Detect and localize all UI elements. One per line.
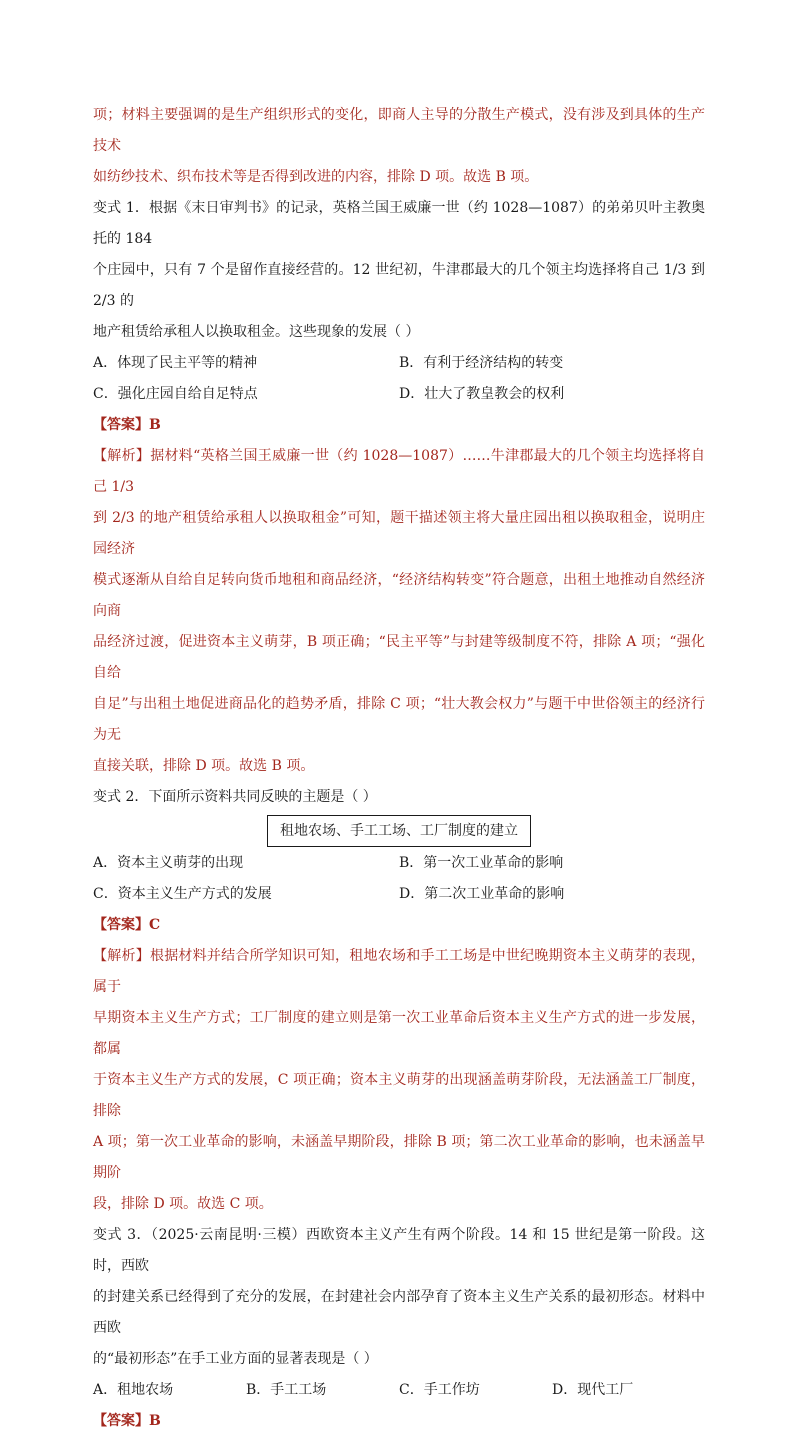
analysis bbox=[93, 941, 705, 1220]
analysis-line: 【解析】据材料“英格兰国王威廉一世（约 1028—1087）……牛津郡最大的几个领主均选择将自己 1/3 bbox=[93, 448, 705, 495]
document-content bbox=[93, 100, 705, 1437]
analysis-line: 到 2/3 的地产租赁给承租人以换取租金”可知，题干描述领主将大量庄园出租以换取租金，说明庄园经济 bbox=[93, 510, 705, 557]
question-stem-line: 变式 1．根据《末日审判书》的记录，英格兰国王威廉一世（约 1028—1087）的弟弟贝叶主教奥托的 184 bbox=[93, 200, 705, 247]
option-c: C．资本主义生产方式的发展 bbox=[93, 886, 272, 902]
analysis-line: A 项；第一次工业革命的影响，未涵盖早期阶段，排除 B 项；第二次工业革命的影响，也未涵盖早期阶 bbox=[93, 1134, 705, 1181]
options-row bbox=[93, 1375, 705, 1406]
material-box-wrap bbox=[93, 815, 705, 847]
question-2 bbox=[93, 782, 705, 1220]
option-d: D．现代工厂 bbox=[552, 1382, 634, 1398]
option-b: B．手工工场 bbox=[246, 1382, 327, 1398]
question-3 bbox=[93, 1220, 705, 1437]
analysis-line: 段，排除 D 项。故选 C 项。 bbox=[93, 1196, 273, 1212]
previous-analysis bbox=[93, 100, 705, 193]
analysis-line: 品经济过渡，促进资本主义萌芽，B 项正确；“民主平等”与封建等级制度不符，排除 A 项；“强化自给 bbox=[93, 634, 705, 681]
question-stem-line: 的封建关系已经得到了充分的发展，在封建社会内部孕育了资本主义生产关系的最初形态。材料中西欧 bbox=[93, 1289, 705, 1336]
question-1 bbox=[93, 193, 705, 782]
option-b: B．有利于经济结构的转变 bbox=[399, 355, 564, 371]
option-a: A．资本主义萌芽的出现 bbox=[93, 855, 244, 871]
option-c: C．手工作坊 bbox=[399, 1382, 480, 1398]
question-stem-line: 的“最初形态”在手工业方面的显著表现是（ ） bbox=[93, 1351, 378, 1367]
options-row bbox=[93, 348, 705, 379]
analysis bbox=[93, 441, 705, 782]
analysis-line: 模式逐渐从自给自足转向货币地租和商品经济，“经济结构转变”符合题意，出租土地推动自然经济向商 bbox=[93, 572, 705, 619]
question-stem-line: 变式 2．下面所示资料共同反映的主题是（ ） bbox=[93, 789, 377, 805]
option-a: A．租地农场 bbox=[93, 1382, 174, 1398]
answer-label: 【答案】C bbox=[93, 917, 161, 933]
analysis-line: 直接关联，排除 D 项。故选 B 项。 bbox=[93, 758, 315, 774]
analysis-line: 【解析】根据材料并结合所学知识可知，租地农场和手工工场是中世纪晚期资本主义萌芽的表现，属于 bbox=[93, 948, 705, 995]
options-row bbox=[93, 879, 705, 910]
answer-label: 【答案】B bbox=[93, 417, 161, 433]
options-row bbox=[93, 379, 705, 410]
analysis-line: 于资本主义生产方式的发展，C 项正确；资本主义萌芽的出现涵盖萌芽阶段，无法涵盖工厂制度，排除 bbox=[93, 1072, 705, 1119]
analysis-line: 自足”与出租土地促进商品化的趋势矛盾，排除 C 项；“壮大教会权力”与题干中世俗领主的经济行为无 bbox=[93, 696, 705, 743]
answer-label: 【答案】B bbox=[93, 1413, 161, 1429]
question-stem-line: 个庄园中，只有 7 个是留作直接经营的。12 世纪初，牛津郡最大的几个领主均选择将自己 1/3 到 2/3 的 bbox=[93, 262, 705, 309]
option-b: B．第一次工业革命的影响 bbox=[399, 855, 564, 871]
option-d: D．壮大了教皇教会的权利 bbox=[399, 386, 565, 402]
options-row bbox=[93, 848, 705, 879]
question-stem-line: 地产租赁给承租人以换取租金。这些现象的发展（ ） bbox=[93, 324, 420, 340]
analysis-line: 项；材料主要强调的是生产组织形式的变化，即商人主导的分散生产模式，没有涉及到具体的生产技术 bbox=[93, 107, 705, 154]
option-c: C．强化庄园自给自足特点 bbox=[93, 386, 258, 402]
question-stem-line: 变式 3．（2025·云南昆明·三模）西欧资本主义产生有两个阶段。14 和 15 世纪是第一阶段。这时，西欧 bbox=[93, 1227, 705, 1274]
analysis-line: 早期资本主义生产方式；工厂制度的建立则是第一次工业革命后资本主义生产方式的进一步发展，都属 bbox=[93, 1010, 705, 1057]
option-a: A．体现了民主平等的精神 bbox=[93, 355, 258, 371]
option-d: D．第二次工业革命的影响 bbox=[399, 886, 565, 902]
material-box: 租地农场、手工工场、工厂制度的建立 bbox=[267, 815, 531, 847]
analysis-line: 如纺纱技术、织布技术等是否得到改进的内容，排除 D 项。故选 B 项。 bbox=[93, 169, 539, 185]
